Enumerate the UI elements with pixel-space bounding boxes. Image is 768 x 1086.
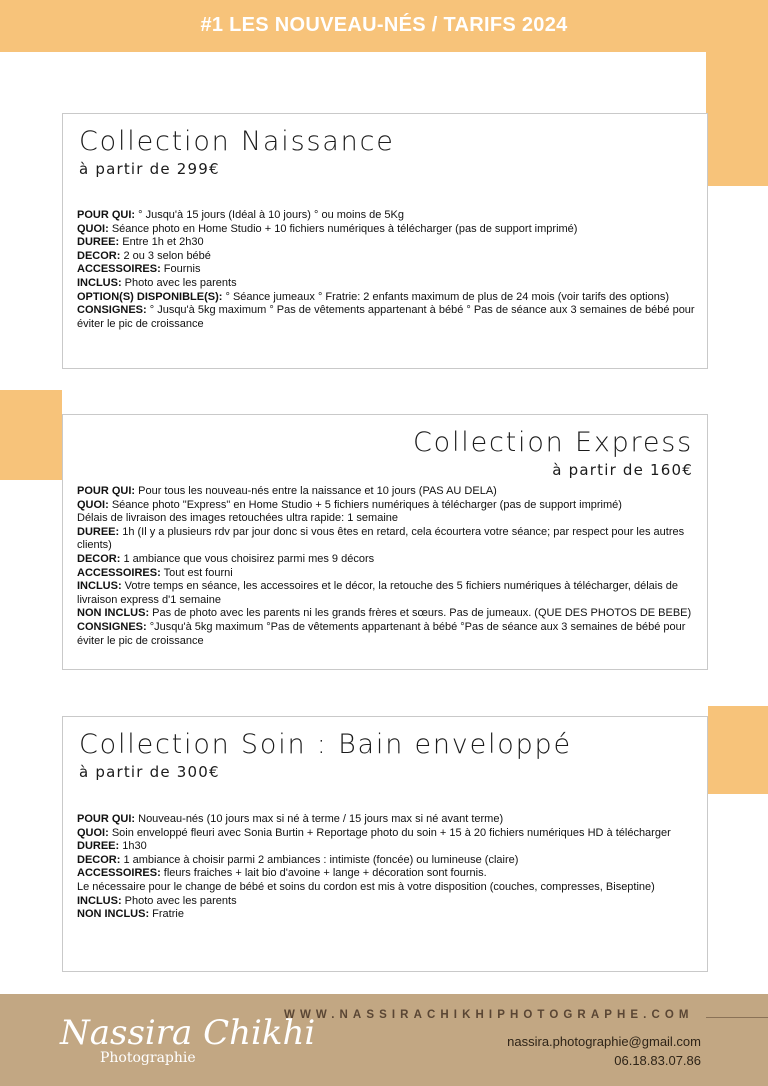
detail-text: Photo avec les parents	[121, 276, 237, 289]
detail-label: INCLUS:	[77, 894, 122, 907]
detail-line	[77, 209, 697, 223]
detail-label: QUOI:	[77, 826, 109, 839]
detail-line	[77, 867, 697, 881]
detail-line	[77, 291, 697, 305]
detail-line	[77, 854, 697, 868]
detail-text: Séance photo "Express" en Home Studio + 5 fichiers numériques à télécharger (pas de support imprimé)	[108, 498, 622, 511]
detail-text: °Jusqu'à 5kg maximum °Pas de vêtements appartenant à bébé °Pas de séance aux 3 semaines de bébé pour éviter le pic de croissance	[77, 620, 686, 647]
detail-text: 1 ambiance que vous choisirez parmi mes 9 décors	[120, 552, 375, 565]
detail-label: INCLUS:	[77, 580, 122, 593]
collection-details	[77, 485, 697, 648]
website-link[interactable]: WWW.NASSIRACHIKHIPHOTOGRAPHE.COM	[284, 1009, 694, 1021]
collection-card-soin	[62, 716, 708, 972]
detail-line	[77, 813, 697, 827]
detail-text: Pas de photo avec les parents ni les grands frères et sœurs. Pas de jumeaux. (QUE DES PHOTOS DE BEBE)	[149, 607, 692, 620]
detail-label: ACCESSOIRES:	[77, 867, 161, 880]
detail-label: DECOR:	[77, 249, 121, 262]
detail-line	[77, 895, 697, 909]
divider	[706, 1017, 768, 1018]
detail-text: 1h30	[119, 840, 147, 853]
detail-label: QUOI:	[77, 498, 109, 511]
detail-text: ° Jusqu'à 5kg maximum ° Pas de vêtements appartenant à bébé ° Pas de séance aux 3 semaines de bébé pour éviter le pic de croissance	[77, 304, 695, 330]
detail-text: 1 ambiance à choisir parmi 2 ambiances : intimiste (foncée) ou lumineuse (claire)	[120, 853, 519, 866]
collection-price: à partir de 160€	[552, 461, 693, 479]
detail-text: Séance photo en Home Studio + 10 fichiers numériques à télécharger (pas de support imprimé)	[108, 222, 578, 235]
detail-label: INCLUS:	[77, 276, 122, 289]
detail-line	[77, 223, 697, 237]
detail-text: 2 ou 3 selon bébé	[120, 249, 211, 262]
detail-line	[77, 263, 697, 277]
email-link[interactable]: nassira.photographie@gmail.com	[507, 1034, 701, 1049]
collection-card-naissance	[62, 113, 708, 369]
detail-text: Tout est fourni	[160, 566, 233, 579]
detail-text: Délais de livraison des images retouchées ultra rapide: 1 semaine	[77, 512, 399, 525]
detail-line	[77, 553, 697, 567]
detail-text: ° Jusqu'à 15 jours (Idéal à 10 jours) ° ou moins de 5Kg	[135, 209, 404, 221]
collection-details	[77, 813, 697, 922]
collection-title: Collection Express	[413, 427, 693, 458]
detail-label: POUR QUI:	[77, 813, 136, 825]
detail-line	[77, 567, 697, 581]
detail-line	[77, 840, 697, 854]
detail-line	[77, 277, 697, 291]
detail-label: DECOR:	[77, 853, 121, 866]
detail-line	[77, 485, 697, 499]
detail-line	[77, 512, 697, 526]
detail-text: Soin enveloppé fleuri avec Sonia Burtin + Reportage photo du soin + 15 à 20 fichiers numériques HD à télécharger	[108, 826, 671, 839]
detail-text: fleurs fraiches + lait bio d'avoine + lange + décoration sont fournis.	[160, 867, 487, 880]
detail-label: DECOR:	[77, 552, 121, 565]
detail-label: POUR QUI:	[77, 209, 136, 221]
detail-line	[77, 250, 697, 264]
detail-line	[77, 881, 697, 895]
detail-text: Photo avec les parents	[121, 894, 237, 907]
signature-text: Nassira Chikhi	[60, 1013, 316, 1053]
detail-label: POUR QUI:	[77, 485, 136, 497]
page-title: #1 LES NOUVEAU-NÉS / TARIFS 2024	[200, 14, 568, 36]
detail-text: Pour tous les nouveau-nés entre la naissance et 10 jours (PAS AU DELA)	[135, 485, 497, 497]
detail-line	[77, 236, 697, 250]
detail-text: 1h (Il y a plusieurs rdv par jour donc si vous êtes en retard, cela écourtera votre séance; par respect pour les autres clients)	[77, 525, 685, 552]
detail-line	[77, 607, 697, 621]
detail-label: OPTION(S) DISPONIBLE(S):	[77, 290, 223, 303]
detail-text: ° Séance jumeaux ° Fratrie: 2 enfants maximum de plus de 24 mois (voir tarifs des options)	[222, 290, 670, 303]
detail-line	[77, 526, 697, 553]
collection-details	[77, 209, 697, 331]
detail-line	[77, 621, 697, 648]
accent-block-left	[0, 390, 62, 480]
detail-text: Votre temps en séance, les accessoires et le décor, la retouche des 5 fichiers numériques à télécharger, délais de livraison express d'1 semaine	[77, 580, 679, 606]
detail-label: NON INCLUS:	[77, 908, 150, 921]
detail-label: DUREE:	[77, 840, 120, 853]
detail-label: ACCESSOIRES:	[77, 566, 161, 579]
detail-text: Nouveau-nés (10 jours max si né à terme / 15 jours max si né avant terme)	[135, 813, 504, 825]
detail-line	[77, 580, 697, 607]
collection-title: Collection Soin : Bain enveloppé	[79, 729, 572, 760]
collection-card-express	[62, 414, 708, 670]
detail-text: Le nécessaire pour le change de bébé et soins du cordon est mis à votre disposition (couches, compresses, Biseptine)	[77, 880, 655, 893]
detail-label: ACCESSOIRES:	[77, 263, 161, 276]
detail-line	[77, 827, 697, 841]
collection-title: Collection Naissance	[79, 126, 395, 157]
detail-label: CONSIGNES:	[77, 304, 147, 317]
detail-text: Entre 1h et 2h30	[119, 236, 204, 249]
phone-number[interactable]: 06.18.83.07.86	[614, 1053, 701, 1068]
detail-line	[77, 908, 697, 922]
collection-price: à partir de 299€	[79, 160, 220, 178]
detail-text: Fratrie	[149, 908, 184, 921]
detail-text: Fournis	[160, 263, 201, 276]
detail-line	[77, 304, 697, 331]
detail-label: DUREE:	[77, 525, 120, 538]
signature-subtitle: Photographie	[100, 1050, 196, 1066]
accent-block-top-right	[706, 52, 768, 186]
detail-label: CONSIGNES:	[77, 620, 147, 633]
accent-block-bottom-right	[708, 706, 768, 794]
detail-label: DUREE:	[77, 236, 120, 249]
detail-label: QUOI:	[77, 222, 109, 235]
detail-line	[77, 499, 697, 513]
collection-price: à partir de 300€	[79, 763, 220, 781]
detail-label: NON INCLUS:	[77, 607, 150, 620]
